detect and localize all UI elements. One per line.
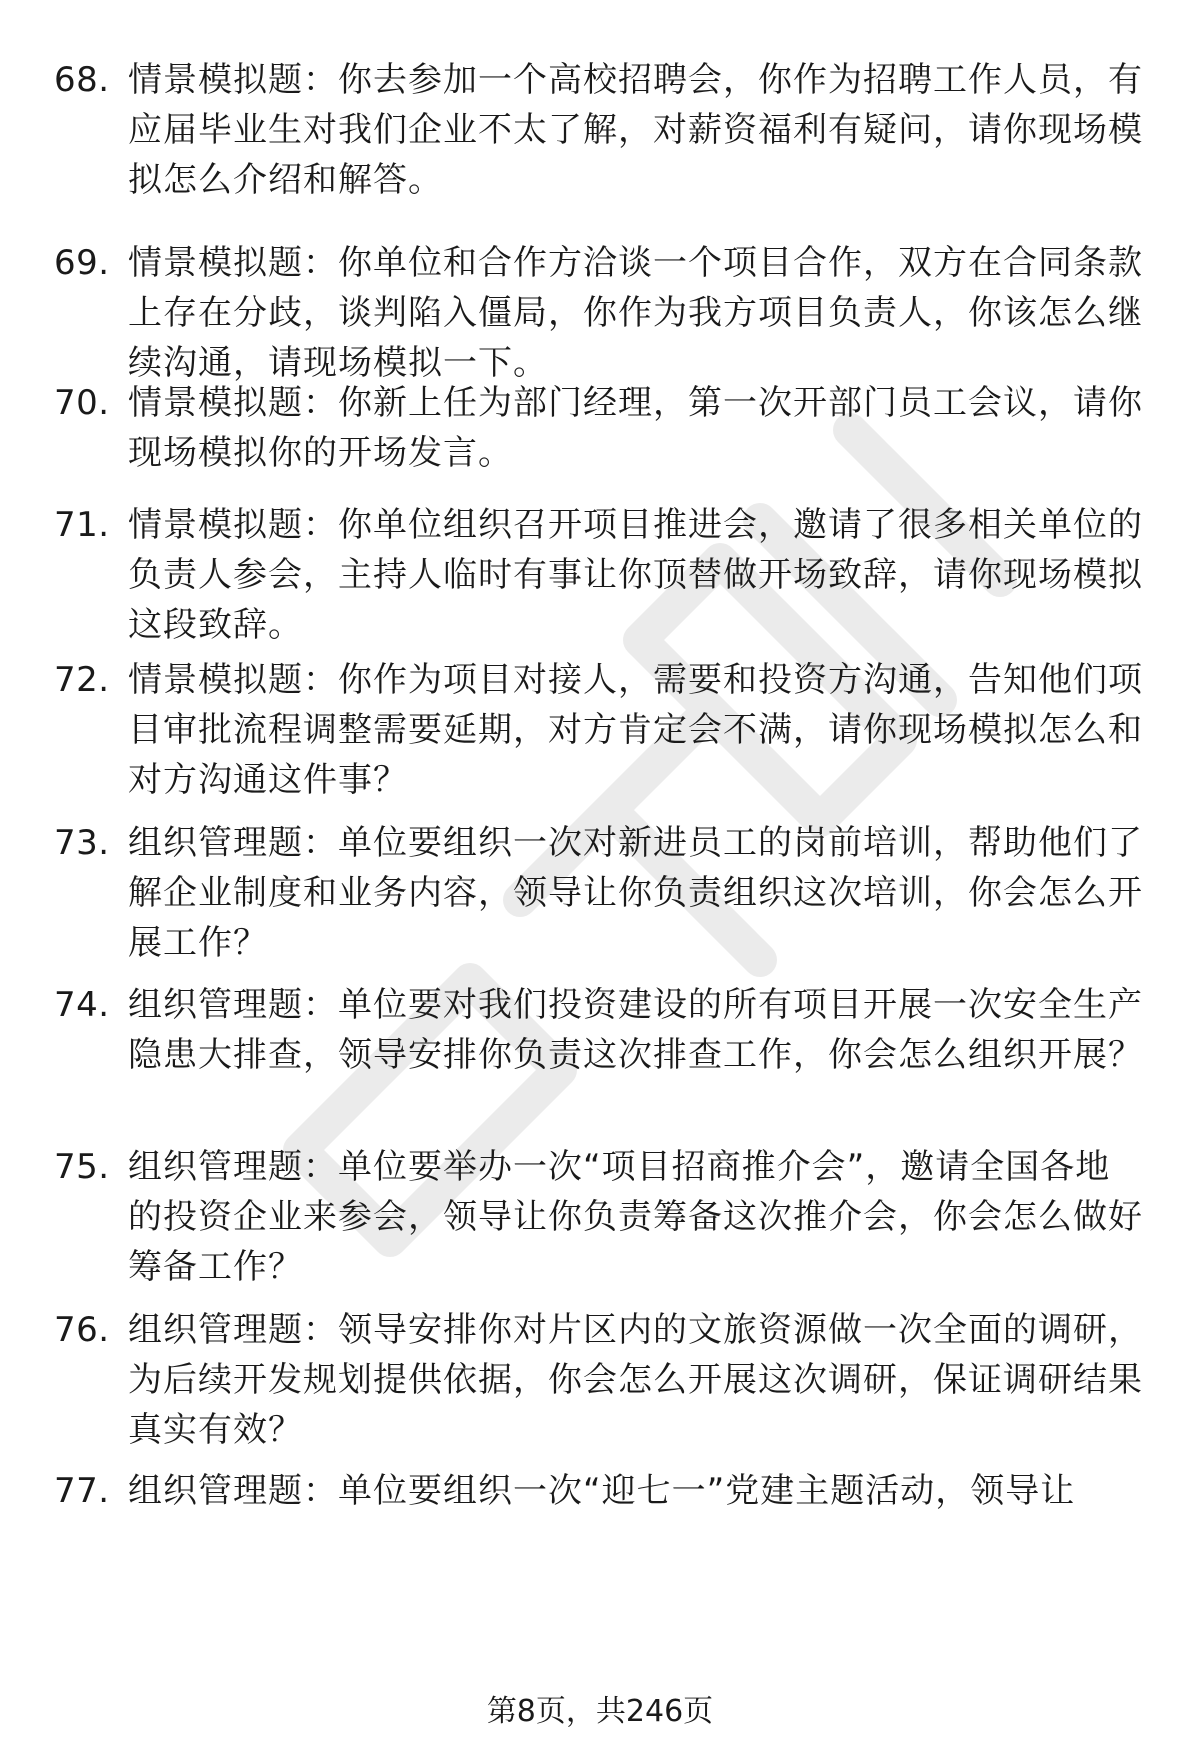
question-text: 情景模拟题：你新上任为部门经理，第一次开部门员工会议，请你现场模拟你的开场发言。 <box>128 383 1143 473</box>
question-text: 组织管理题：单位要对我们投资建设的所有项目开展一次安全生产隐患大排查，领导安排你负责这次排查工作，你会怎么组织开展？ <box>128 985 1143 1075</box>
question-text: 组织管理题：单位要组织一次“迎七一”党建主题活动，领导让 <box>128 1471 1076 1511</box>
question-text: 情景模拟题：你去参加一个高校招聘会，你作为招聘工作人员，有应届毕业生对我们企业不太了解，对薪资福利有疑问，请你现场模拟怎么介绍和解答。 <box>128 60 1143 200</box>
question-number: 73. <box>54 823 110 863</box>
question-number: 70. <box>54 383 110 423</box>
question-number: 68. <box>54 60 110 100</box>
question-text: 组织管理题：单位要举办一次“项目招商推介会”，邀请全国各地的投资企业来参会，领导让你负责筹备这次推介会，你会怎么做好筹备工作？ <box>128 1147 1143 1287</box>
question-text: 情景模拟题：你单位和合作方洽谈一个项目合作，双方在合同条款上存在分歧，谈判陷入僵局，你作为我方项目负责人，你该怎么继续沟通，请现场模拟一下。 <box>128 243 1143 383</box>
question-text: 组织管理题：领导安排你对片区内的文旅资源做一次全面的调研，为后续开发规划提供依据，你会怎么开展这次调研，保证调研结果真实有效？ <box>128 1310 1143 1450</box>
question-number: 72. <box>54 660 110 700</box>
question-number: 75. <box>54 1147 110 1187</box>
question-text: 情景模拟题：你单位组织召开项目推进会，邀请了很多相关单位的负责人参会，主持人临时有事让你顶替做开场致辞，请你现场模拟这段致辞。 <box>128 505 1143 645</box>
question-number: 69. <box>54 243 110 283</box>
question-number: 71. <box>54 505 110 545</box>
question-number: 76. <box>54 1310 110 1350</box>
question-number: 74. <box>54 985 110 1025</box>
question-text: 情景模拟题：你作为项目对接人，需要和投资方沟通，告知他们项目审批流程调整需要延期，对方肯定会不满，请你现场模拟怎么和对方沟通这件事？ <box>128 660 1143 800</box>
question-text: 组织管理题：单位要组织一次对新进员工的岗前培训，帮助他们了解企业制度和业务内容，领导让你负责组织这次培训，你会怎么开展工作？ <box>128 823 1143 963</box>
question-number: 77. <box>54 1471 110 1511</box>
page-number-footer: 第8页，共246页 <box>486 1694 714 1729</box>
